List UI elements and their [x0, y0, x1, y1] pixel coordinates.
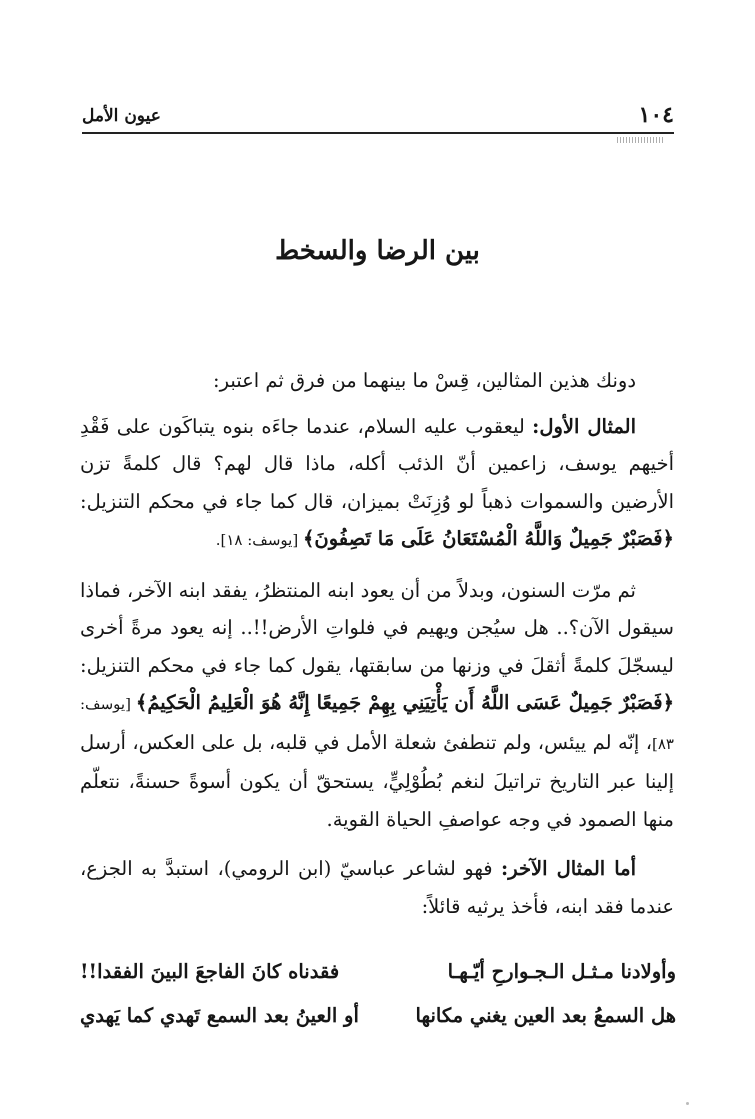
verse-second-hemistich: فقدناه كانَ الفاجعَ البينَ الفقدا!!: [80, 960, 340, 983]
example1-paragraph: [80, 408, 674, 560]
poem-verse: [80, 954, 676, 998]
paragraph2-rest: ، إنّه لم ييئس، ولم تنطفئ شعلة الأمل في قلبه، بل على العكس، أرسل إلينا عبر التاريخ تراتيلَ لنغم بُطُوْلِيٍّ، يستحقّ أن يكون أسوةً حسنةً، نتعلّم منها الصمود في وجه عواصفِ الحياة القوية.: [80, 730, 674, 831]
paragraph2-quran-verse: ﴿فَصَبْرٌ جَمِيلٌ عَسَى اللَّهُ أَن يَأْتِيَنِي بِهِمْ جَمِيعًا إِنَّهُ هُوَ الْعَلِيمُ الْحَكِيمُ﴾: [135, 691, 674, 714]
running-title: عيون الأمل: [82, 106, 161, 126]
example1-reference: [يوسف: ١٨].: [215, 531, 303, 549]
header-rule: [82, 132, 674, 134]
example2-paragraph: [80, 850, 674, 925]
body-text: [80, 362, 674, 937]
paragraph2-reference: [يوسف: ٨٣]: [80, 695, 674, 753]
poem-verse: [80, 998, 676, 1042]
chapter-title: بين الرضا والسخط: [275, 236, 480, 266]
header-ornament: [617, 137, 665, 143]
example1-label: المثال الأول:: [532, 414, 636, 438]
page-number: ١٠٤: [638, 102, 674, 128]
verse-first-hemistich: هل السمعُ بعد العين يغني مكانها: [415, 1004, 676, 1027]
verse-second-hemistich: أو العينُ بعد السمع تَهدي كما يَهدي: [80, 1004, 359, 1027]
example2-label: أما المثال الآخر:: [501, 857, 636, 880]
scan-speck: [686, 1102, 689, 1105]
poem: [80, 954, 676, 1042]
paragraph2-text: ثم مرّت السنون، وبدلاً من أن يعود ابنه المنتظرُ، يفقد ابنه الآخر، فماذا سيقول الآن؟.. هل سيُجن ويهيم في فلواتِ الأرض!!.. إنه يعود مرةً أخرى ليسجّلَ كلمةً أثقلَ في وزنها من سابقتها، يقول كما جاء في محكم التنزيل:: [80, 578, 674, 677]
intro-paragraph: دونك هذين المثالين، قِسْ ما بينهما من فرق ثم اعتبر:: [213, 369, 636, 392]
verse-first-hemistich: وأولادنا مـثـل الـجـوارحِ أيّـهـا: [447, 960, 676, 983]
paragraph-2: [80, 572, 674, 839]
page-header: [82, 100, 674, 136]
example1-text: ليعقوب عليه السلام، عندما جاءَه بنوه يتباكَون على فَقْدِ أخيهم يوسف، زاعمين أنّ الذئب أكله، ماذا قال لهم؟ قال كلمةً تزن الأرضين والسموات ذهباً لو وُزِنَتْ بميزان، قال كما جاء في محكم التنزيل:: [80, 414, 674, 513]
example1-quran-verse: ﴿فَصَبْرٌ جَمِيلٌ وَاللَّهُ الْمُسْتَعَانُ عَلَى مَا تَصِفُونَ﴾: [302, 527, 674, 550]
example2-text: فهو لشاعر عباسيّ (ابن الرومي)، استبدَّ به الجزع، عندما فقد ابنه، فأخذ يرثيه قائلاً:: [80, 857, 674, 918]
